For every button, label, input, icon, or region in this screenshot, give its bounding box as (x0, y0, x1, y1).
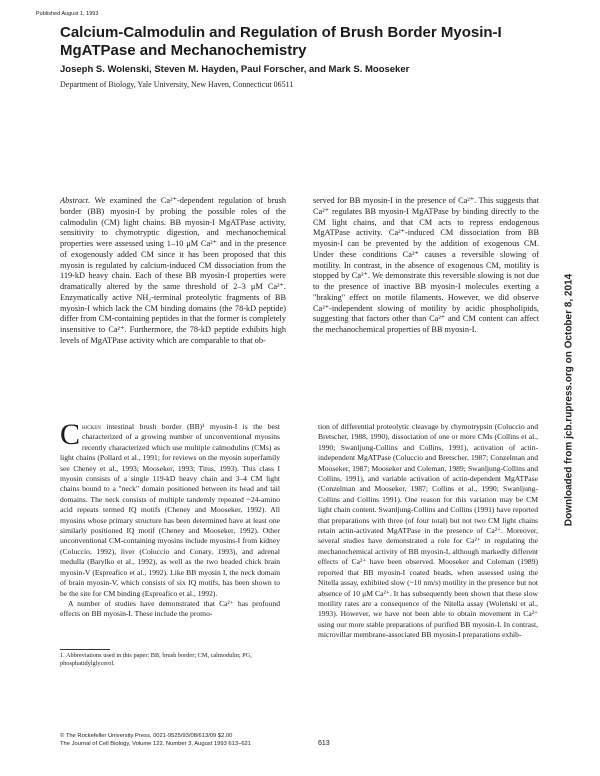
body-left-column (60, 418, 280, 620)
abstract-label: Abstract. (60, 196, 91, 205)
abstract-right-column: served for BB myosin-I in the presence of Ca²⁺. This suggests that Ca²⁺ regulates BB myosin-I MgATPase by binding directly to the CM light chains, and that CM acts to repress endogenous MgATPase activity. Ca²⁺-induced CM dissociation from BB myosin-I can be prevented by the addition of exogenous CM. Under these conditions Ca²⁺ causes a reversible slowing of motility. In contrast, in the absence of exogenous CM, motility is stopped by Ca²⁺. We demonstrate this reversible slowing is not due to the presence of inactive BB myosin-I molecules exerting a "braking" effect on motile filaments. However, we did observe Ca²⁺-independent slowing of motility by acidic phospholipids, suggesting that factors other than Ca²⁺ and CM content can affect the mechanochemical properties of BB myosin-I. (313, 196, 539, 334)
footnote: 1. Abbreviations used in this paper: BB, brush border; CM, calmodulin; PG, phosphatidylglycerol. (60, 652, 252, 667)
abstract-left-column (60, 196, 286, 347)
intro-paragraph (60, 418, 280, 599)
footnote-rule (60, 649, 110, 650)
second-paragraph: A number of studies have demonstrated that Ca²⁺ has profound effects on BB myosin-I. These include the promo- (60, 598, 280, 619)
copyright-line-2: The Journal of Cell Biology, Volume 122, Number 3, August 1993 613–621 (60, 740, 251, 747)
intro-text: intestinal brush border (BB)¹ myosin-I is the best characterized of a growing number of unconventional myosins recently characterized which use multiple calmodulins (CMs) as light chains (Pollard et al., 1991; for reviews on the myosin superfamily see Cheney et al., 1993; Mooseker, 1993; Titus, 1993). This class I myosin consists of a single 119-kD heavy chain and 3–4 CM light chains bound to a "neck" domain positioned between its head and tail domains. The neck consists of multiple tandemly repeated ~24-amino acid repeats termed IQ motifs (Cheney and Mooseker, 1992). All myosins whose primary structure has been determined have at least one similarly positioned IQ motif (Cheney and Mooseker, 1992). Other unconventional CM-containing myosins include myosins-I from kidney (Coluccio, 1992), liver (Coluccio and Conaty, 1993), and adrenal medulla (Barylko et al., 1992), as well as the two headed chick brain myosin-V (Espreafico et al., 1992). Like BB myosin I, the neck domain of brain myosin-V, which consists of six IQ motifs, has been shown to be the site for CM binding (Espreafico et al., 1992). (60, 422, 280, 598)
article-affiliation: Department of Biology, Yale University, New Haven, Connecticut 06511 (60, 80, 294, 89)
lead-small-caps: hicken (82, 422, 101, 431)
article-authors: Joseph S. Wolenski, Steven M. Hayden, Paul Forscher, and Mark S. Mooseker (60, 64, 410, 75)
page-number: 613 (318, 740, 330, 747)
article-title: Calcium-Calmodulin and Regulation of Brush Border Myosin-I MgATPase and Mechanochemistry (60, 24, 502, 59)
abstract-left-text: We examined the Ca²⁺-dependent regulation of brush border (BB) myosin-I by probing the possible roles of the calmodulin (CM) light chains. BB myosin-I MgATPase activity, sensitivity to chymotryptic digestion, and mechanochemical properties were assessed using 1–10 μM Ca²⁺ and in the presence of exogenously added CM since it has been proposed that this myosin is regulated by calcium-induced CM dissociation from the 119-kD heavy chain. Each of these BB myosin-I properties were dramatically altered by the same threshold of 2–3 μM Ca²⁺. Enzymatically active NH₂-terminal proteolytic fragments of BB myosin-I which lack the CM binding domains (the 78-kD peptide) differ from CM-containing peptides in that the former is completely insensitive to Ca²⁺. Furthermore, the 78-kD peptide exhibits high levels of MgATPase activity which are comparable to that ob- (60, 196, 286, 345)
publication-date: Published August 1, 1993 (36, 11, 99, 17)
download-watermark (556, 250, 582, 550)
drop-cap: C (60, 418, 81, 451)
copyright-line-1: © The Rockefeller University Press, 0021-9525/93/08/613/09 $2.00 (60, 733, 233, 739)
copyright-block (60, 733, 320, 748)
watermark-text: Downloaded from jcb.rupress.org on October 8, 2014 (563, 273, 575, 527)
body-right-column: tion of differential proteolytic cleavage by chymotrypsin (Coluccio and Bretscher, 1988, 1990), dissociation of one or more CMs (Collins et al., 1990; Swanljung-Collins and Collins, 1991), activation of actin-independent MgATPase (Coluccio and Bretscher, 1987; Conzelman and Mooseker, 1987; Mooseker and Coleman, 1989; Swanljung-Collins and Collins, 1991), and variable activation of actin-dependent MgATPase (Conzelman and Mooseker, 1987; Collins et al., 1990; Swanljung-Collins and Collins 1991). One reason for this variation may be CM light chain content. Swanljung-Collins and Collins (1991) have reported that preparations with three (of four total) but not two CM light chains retain actin-activated MgATPase in the presence of Ca²⁺. Moreover, several studies have demonstrated a role for Ca²⁺ in regulating the mechanochemical activity of BB myosin-I, although markedly different effects of Ca²⁺ have been observed. Mooseker and Coleman (1989) reported that BB myosin-I coated beads, when assessed using the Nitella assay, exhibited slow (~10 nm/s) motility in the presence but not absence of 10 μM Ca²⁺. It has subsequently been shown that these slow motility rates are a consequence of the Nitella assay (Wolenski et al., 1993). However, we have not been able to obtain movement in Ca²⁺ using our more stable preparations of purified BB myosin-I. In contrast, microvillar membrane-associated BB myosin-I preparations exhib- (318, 422, 538, 640)
